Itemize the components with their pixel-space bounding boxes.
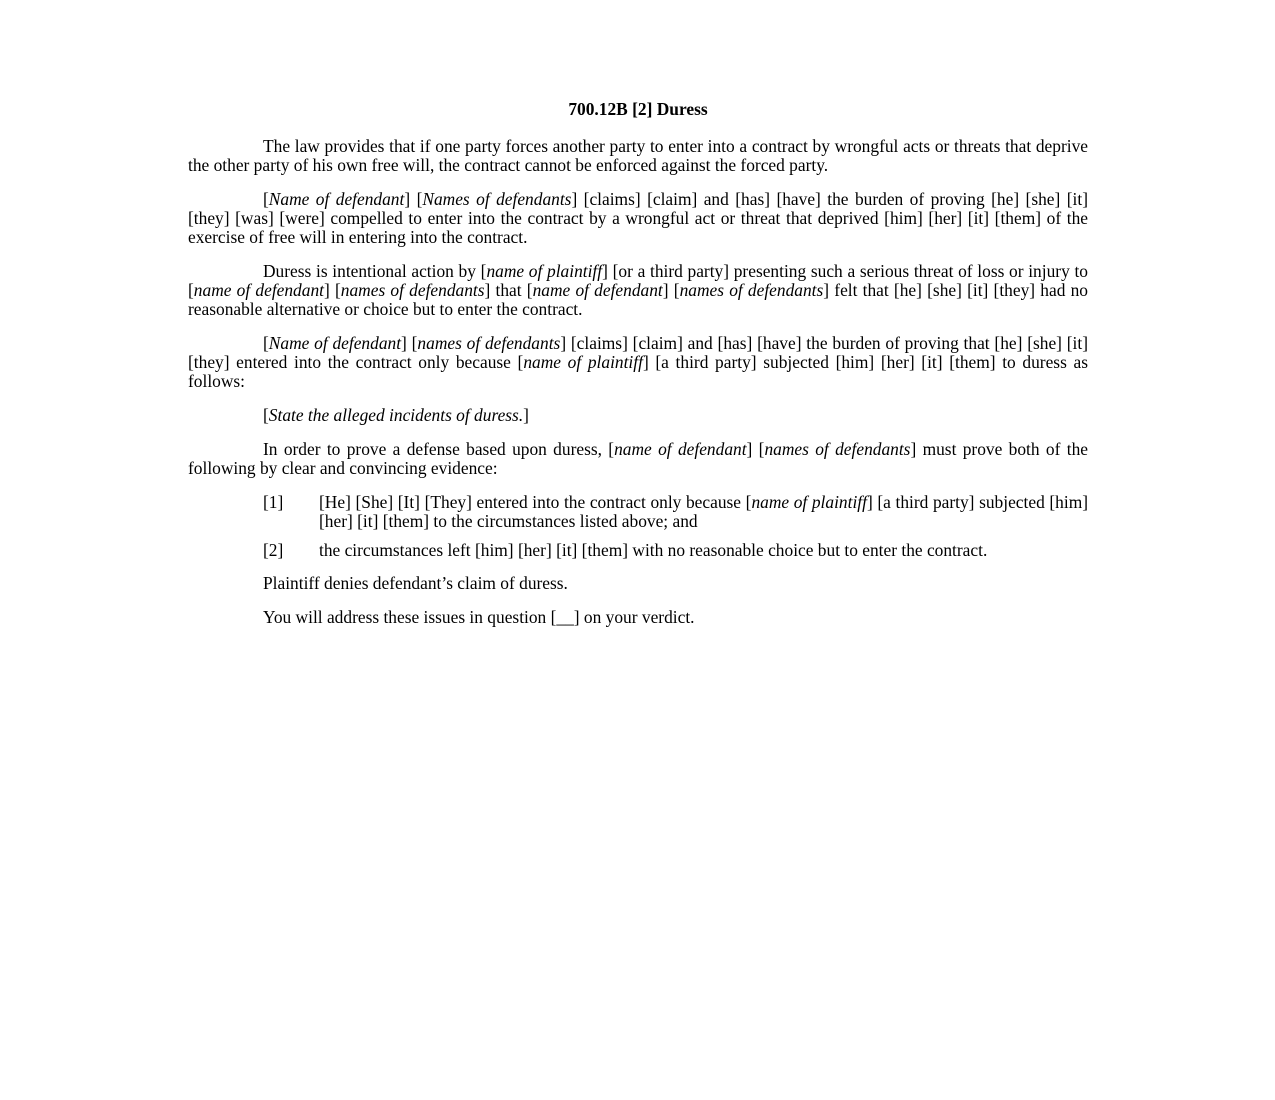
placeholder-names-of-defendants: names of defendants xyxy=(340,280,485,300)
page-title: 700.12B [2] Duress xyxy=(568,99,708,119)
proof-text-2: ] must prove both of the following by clear and convincing evidence: xyxy=(188,439,1088,478)
document-body xyxy=(188,98,1088,642)
placeholder-names-of-defendants: names of defendants xyxy=(417,333,561,353)
proof-text-1: In order to prove a defense based upon duress, [ xyxy=(263,439,615,459)
placeholder-names-of-defendants: names of defendants xyxy=(679,280,824,300)
list-item xyxy=(263,493,1088,531)
paragraph-denial: Plaintiff denies defendant’s claim of duress. xyxy=(263,573,568,593)
definition-text-2: ] [or a third party] presenting such a serious threat of loss or injury to [ xyxy=(188,261,1088,300)
placeholder-name-of-plaintiff: name of plaintiff xyxy=(486,261,603,281)
placeholder-name-of-plaintiff: name of plaintiff xyxy=(751,492,867,512)
paragraph-incidents: [State the alleged incidents of duress.] xyxy=(263,405,529,425)
paragraph-burden: [Name of defendant] [Names of defendants] [claims] [claim] and [has] [have] the burden of proving [he] [she] [it] [they] [was] [were] compelled to enter into the contract by a wrongful act or threat that deprived [him] [her] [it] [them] of the exercise of free will in entering into the contract. xyxy=(188,189,1088,247)
claim-text-1: ] [claims] [claim] and [has] [have] the burden of proving that [he] [she] [it] [they] entered into the contract only because [ xyxy=(188,333,1088,372)
paragraph-definition: Duress is intentional action by [name of plaintiff] [or a third party] presenting such a serious threat of loss or injury to [name of defendant] [names of defendants] that [name of defendant] [names of defendants] felt that [he] [she] [it] [they] had no reasonable alternative or choice but to enter the contract. xyxy=(188,261,1088,319)
list-item-number: [1] xyxy=(263,492,284,512)
list-item-text-1: [He] [She] [It] [They] entered into the contract only because [ xyxy=(319,492,752,512)
paragraph-verdict: You will address these issues in question [__] on your verdict. xyxy=(263,607,695,627)
list-item xyxy=(263,541,1088,560)
paragraph-intro: The law provides that if one party forces another party to enter into a contract by wrongful acts or threats that deprive the other party of his own free will, the contract cannot be enforced against the forced party. xyxy=(188,136,1088,175)
list-item-text: the circumstances left [him] [her] [it] [them] with no reasonable choice but to enter the contract. xyxy=(319,540,988,560)
placeholder-name-of-defendant: Name of defendant xyxy=(268,189,405,209)
claim-text-2: ] [a third party] subjected [him] [her] [it] [them] to duress as follows: xyxy=(188,352,1088,391)
list-item-number: [2] xyxy=(263,540,284,560)
placeholder-names-of-defendants: names of defendants xyxy=(764,439,911,459)
paragraph-burden-text: ] [claims] [claim] and [has] [have] the burden of proving [he] [she] [it] [they] [was] [were] compelled to enter into the contract by a wrongful act or threat that deprived [him] [her] [it] [them] of the exercise of free will in entering into the contract. xyxy=(188,189,1088,247)
list-item-text-2: ] [a third party] subjected [him] [her] [it] [them] to the circumstances listed above; and xyxy=(319,492,1089,531)
placeholder-name-of-defendant: name of defendant xyxy=(614,439,747,459)
paragraph-proof: In order to prove a defense based upon duress, [name of defendant] [names of defendants] must prove both of the following by clear and convincing evidence: xyxy=(188,439,1088,478)
placeholder-name-of-defendant: name of defendant xyxy=(532,280,663,300)
placeholder-name-of-defendant: Name of defendant xyxy=(268,333,402,353)
placeholder-names-of-defendants: Names of defendants xyxy=(422,189,572,209)
paragraph-claim: [Name of defendant] [names of defendants] [claims] [claim] and [has] [have] the burden of proving that [he] [she] [it] [they] entered into the contract only because [name of plaintiff] [a third party] subjected [him] [her] [it] [them] to duress as follows: xyxy=(188,333,1088,391)
definition-text-4: ] felt that [he] [she] [it] [they] had no reasonable alternative or choice but to enter the contract. xyxy=(188,280,1088,319)
definition-text-3: ] that [ xyxy=(484,280,533,300)
placeholder-name-of-plaintiff: name of plaintiff xyxy=(523,352,643,372)
placeholder-incidents: State the alleged incidents of duress. xyxy=(268,405,524,425)
definition-text-1: Duress is intentional action by [ xyxy=(263,261,487,281)
list-item-text xyxy=(319,493,1088,531)
placeholder-name-of-defendant: name of defendant xyxy=(193,280,324,300)
elements-list xyxy=(188,493,1088,560)
